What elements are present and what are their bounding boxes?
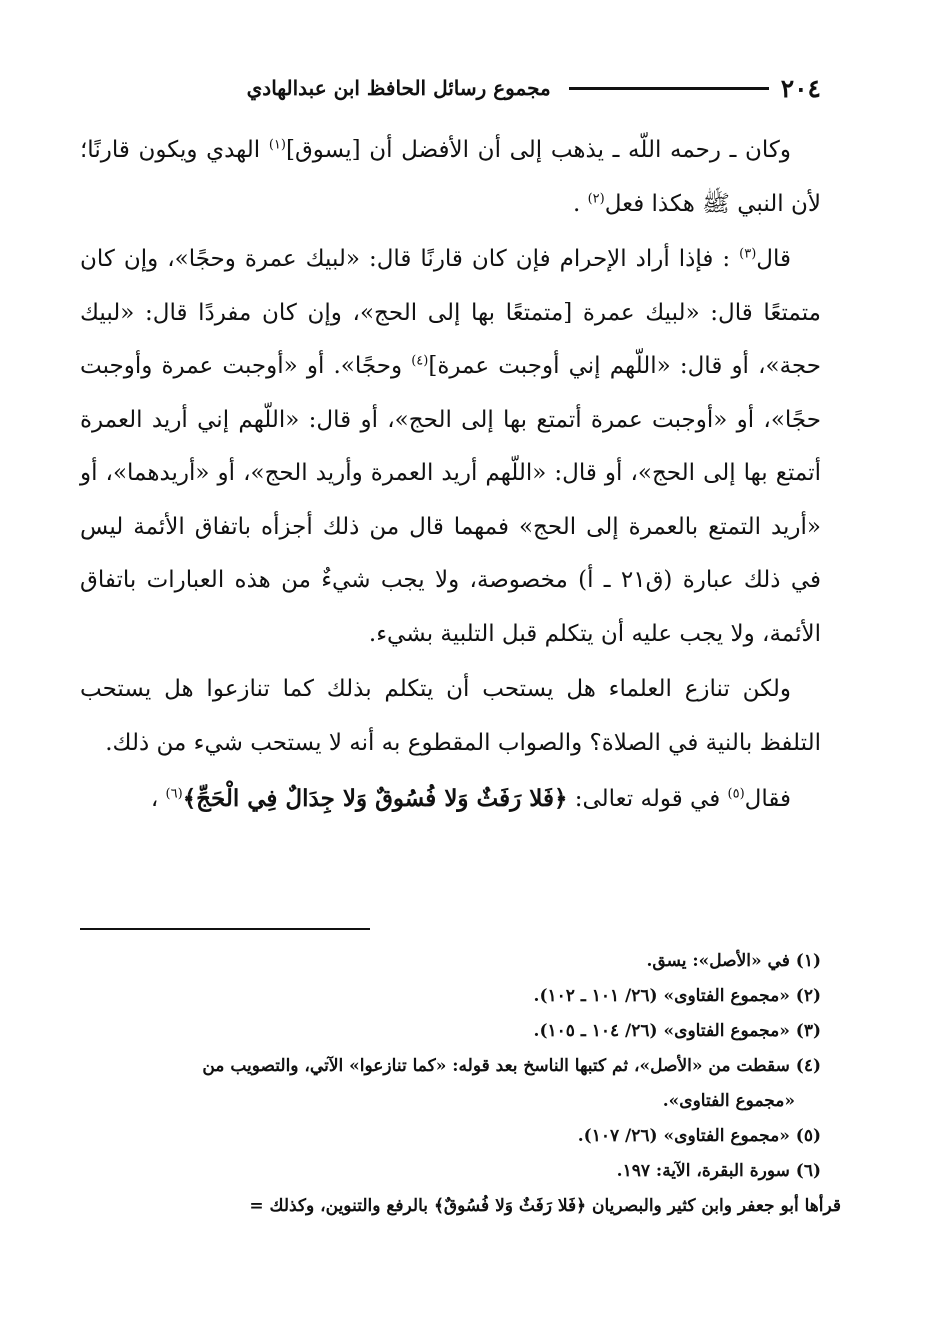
- page-number: ٢٠٤: [780, 73, 821, 103]
- main-text: [80, 124, 821, 827]
- text-run: في قوله تعالى:: [567, 786, 728, 812]
- footnote-separator: [80, 928, 370, 930]
- footnote-ref-3: (٣): [739, 246, 757, 262]
- footnotes: [80, 944, 841, 1224]
- footnote-2: (٢) «مجموع الفتاوى» (٢٦/ ١٠١ ـ ١٠٢).: [533, 986, 821, 1006]
- footnote-ref-4: (٤): [411, 353, 429, 369]
- text-run: وحجًا». أو «أوجبت عمرة وأوجبت حجًا»، أو «أوجبت عمرة أتمتع بها إلى الحج»، أو قال: «اللّهم إني أريد العمرة أتمتع بها إلى الحج»، أو قال: «اللّهم أريد العمرة وأريد الحج»، أو «أريدهما»، أو «أريد التمتع بالعمرة إلى الحج» فمهما قال من ذلك أجزأه باتفاق الأئمة ليس في ذلك عبارة (ق٢١ ـ أ) مخصوصة، ولا يجب شيءٌ من هذه العبارات باتفاق الأئمة، ولا يجب عليه أن يتكلم قبل التلبية بشيء.: [80, 353, 821, 647]
- footnote-6: (٦) سورة البقرة، الآية: ١٩٧.: [616, 1161, 821, 1181]
- page-header: [80, 68, 821, 108]
- footnote-continuation: قرأها أبو جعفر وابن كثير والبصريان ﴿فَلا رَفَثٌ وَلا فُسُوقٌ﴾ بالرفع والتنوين، وكذلك =: [249, 1196, 841, 1216]
- text-run: : فإذا أراد الإحرام فإن كان قارنًا قال: «لبيك عمرة وحجًا»، وإن كان متمتعًا قال: «لبيك عمرة [متمتعًا بها إلى الحج»، وإن كان مفردًا قال: «لبيك حجة»، أو قال: «اللّهم إني أوجبت عمرة]: [80, 246, 821, 379]
- paragraph-3: ولكن تنازع العلماء هل يستحب أن يتكلم بذلك كما تنازعوا هل يستحب التلفظ بالنية في الصلاة؟ والصواب المقطوع به أنه لا يستحب شيء من ذلك.: [80, 676, 821, 756]
- book-page: [80, 0, 841, 1341]
- text-run: .: [572, 190, 588, 217]
- running-title: مجموع رسائل الحافظ ابن عبدالهادي: [246, 76, 551, 100]
- text-run: ،: [150, 786, 166, 812]
- footnote-3: (٣) «مجموع الفتاوى» (٢٦/ ١٠٤ ـ ١٠٥).: [533, 1021, 821, 1041]
- paragraph-4: [80, 772, 821, 827]
- paragraph-2: [80, 233, 821, 661]
- footnote-ref-5: (٥): [727, 786, 745, 802]
- quran-verse: ﴿فَلا رَفَثٌ وَلا فُسُوقٌ وَلا جِدَالٌ فِي الْحَجِّ﴾: [182, 785, 568, 812]
- header-rule: [569, 87, 769, 90]
- footnote-5: (٥) «مجموع الفتاوى» (٢٦/ ١٠٧).: [577, 1126, 821, 1146]
- footnote-ref-6: (٦): [165, 786, 183, 802]
- text-run: وكان ـ رحمه اللّه ـ يذهب إلى أن الأفضل أن [يسوق]: [285, 137, 791, 163]
- text-run: الهدي ويكون قارنًا؛ لأن النبي ﷺ هكذا فعل: [80, 137, 821, 217]
- footnote-1: (١) في «الأصل»: يسق.: [646, 951, 821, 971]
- footnote-4: (٤) سقطت من «الأصل»، ثم كتبها الناسخ بعد قوله: «كما تنازعوا» الآتي، والتصويب من: [202, 1056, 821, 1076]
- text-run: قال: [756, 246, 791, 272]
- footnote-ref-2: (٢): [587, 190, 605, 206]
- text-run: فقال: [744, 786, 791, 812]
- footnote-4-continued: «مجموع الفتاوى».: [662, 1091, 795, 1111]
- footnote-ref-1: (١): [268, 137, 286, 153]
- paragraph-1: [80, 124, 821, 231]
